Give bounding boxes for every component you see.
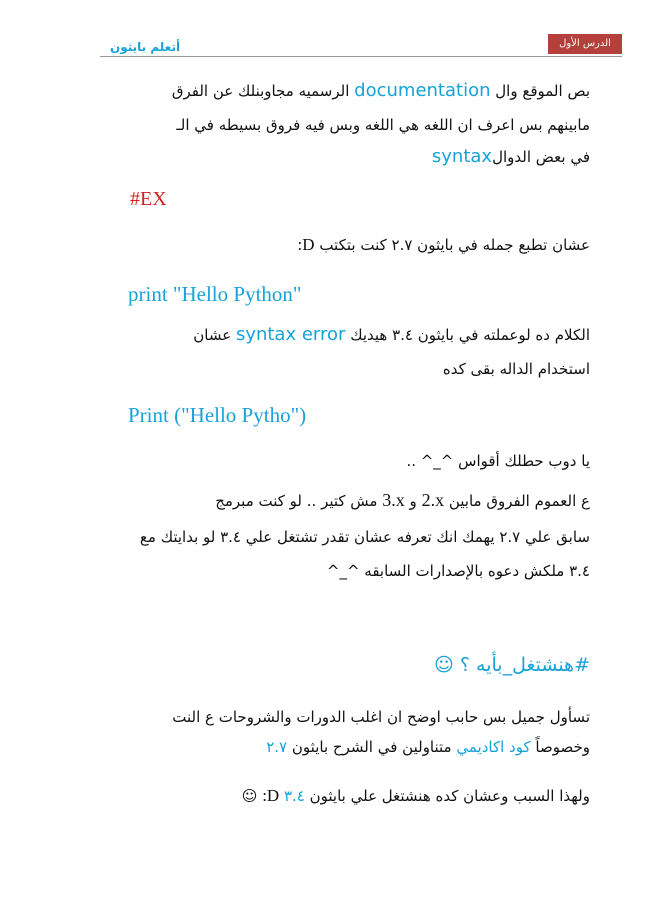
- para1-line1: [172, 80, 590, 101]
- para4-line: يا دوب حطلك أقواس ^_^ ..: [406, 452, 590, 470]
- para6-line2-mid: متناولين في الشرح بايثون: [291, 738, 452, 756]
- lesson-badge: الدرس الأول: [548, 34, 622, 54]
- code-print-py27: print "Hello Python": [128, 282, 302, 306]
- para7-emoticon: :D: [262, 786, 280, 805]
- para1-line3-post: في بعض الدوال: [492, 148, 590, 166]
- para7-line: [242, 786, 590, 806]
- para6-line2: [266, 738, 590, 756]
- para3-line1-pre: الكلام ده لوعملته في بايثون ٣.٤ هيديك: [350, 326, 590, 344]
- version-3x: 3.x: [382, 490, 405, 510]
- syntax-error-link[interactable]: syntax error: [235, 324, 346, 345]
- para7-text: ولهذا السبب وعشان كده هنشتغل علي بايثون: [309, 787, 590, 805]
- section-heading: [434, 654, 590, 676]
- para6-line2-pre: وخصوصاً: [535, 738, 590, 756]
- para1-line1-post: الرسميه مجاوبنلك عن الفرق: [171, 82, 350, 100]
- para5-line3: ٣.٤ ملكش دعوه بالإصدارات السابقه ^_^: [326, 562, 590, 580]
- smiley-icon: ☺: [241, 787, 258, 805]
- para5-line1: [215, 490, 590, 511]
- para2-line: [298, 235, 590, 255]
- documentation-link[interactable]: documentation: [354, 80, 491, 101]
- para5-and: و: [409, 492, 417, 510]
- para2-text: عشان تطبع جمله في بايثون ٢.٧ كنت بتكتب: [319, 236, 590, 254]
- syntax-link[interactable]: syntax: [431, 146, 493, 167]
- para5-line1-b: مش كتير .. لو كنت مبرمج: [215, 492, 378, 510]
- header-divider: [100, 56, 622, 57]
- para3-line2: استخدام الداله بقى كده: [442, 360, 590, 378]
- para3-line1: [193, 324, 590, 345]
- para5-line2: سابق علي ٢.٧ يهمك انك تعرفه عشان تقدر تشتغل علي ٣.٤ لو بدايتك مع: [139, 528, 590, 546]
- para1-line3: [432, 146, 590, 167]
- para7-version: ٣.٤: [283, 787, 305, 805]
- version-2x: 2.x: [421, 490, 445, 510]
- para1-line2: مابينهم بس اعرف ان اللغه هي اللغه وبس فيه فروق بسيطه في الـ: [176, 116, 590, 134]
- para1-line1-pre: بص الموقع وال: [495, 82, 590, 100]
- section-heading-text: #هنشتغل_بأيه ؟: [459, 654, 590, 676]
- code-print-py34: Print ("Hello Pytho"): [128, 403, 307, 427]
- para2-emoticon: :D: [297, 235, 315, 254]
- para5-line1-a: ع العموم الفروق مابين: [448, 492, 590, 510]
- para6-line1: تسأول جميل بس حابب اوضح ان اغلب الدورات والشروحات ع النت: [172, 708, 590, 726]
- codeacademy-link[interactable]: كود اكاديمي: [456, 738, 531, 756]
- smiley-icon: ☺: [434, 654, 454, 676]
- example-tag: #EX: [130, 188, 167, 210]
- header-title: أتعلم بايثون: [110, 40, 181, 54]
- para3-line1-post: عشان: [193, 326, 232, 344]
- para6-version: ٢.٧: [266, 738, 288, 756]
